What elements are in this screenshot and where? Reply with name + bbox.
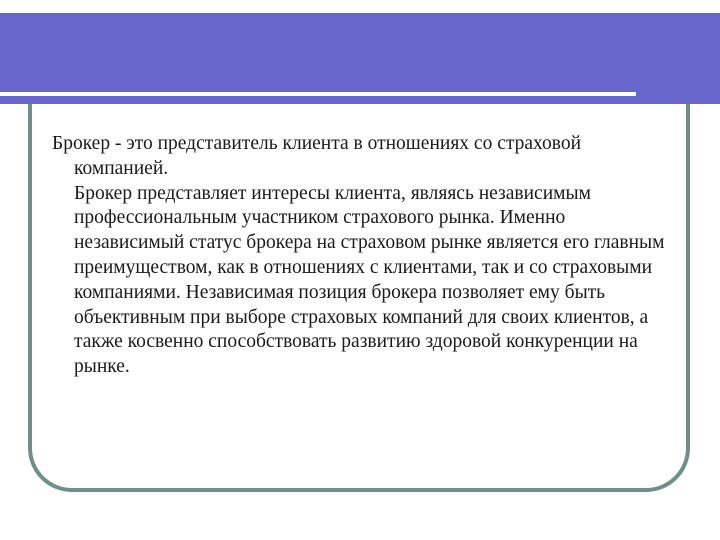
description-paragraph: Брокер представляет интересы клиента, являясь независимым профессиональным участником страхового рынка. Именно независимый статус брокера на страховом рынке является его главным преимуществом, как в отношениях с клиентами, так и со страховыми компаниями. Независимая позиция брокера позволяет ему быть объективным при выборе страховых компаний для своих клиентов, а также косвенно способствовать развитию здоровой конкуренции на рынке. [74, 182, 665, 378]
header-divider-line [0, 92, 636, 96]
header-band-right-cap [636, 88, 720, 104]
header-band [0, 13, 720, 104]
slide-body [52, 132, 680, 380]
definition-paragraph: Брокер - это представитель клиента в отношениях со страховой компанией. [52, 133, 582, 179]
